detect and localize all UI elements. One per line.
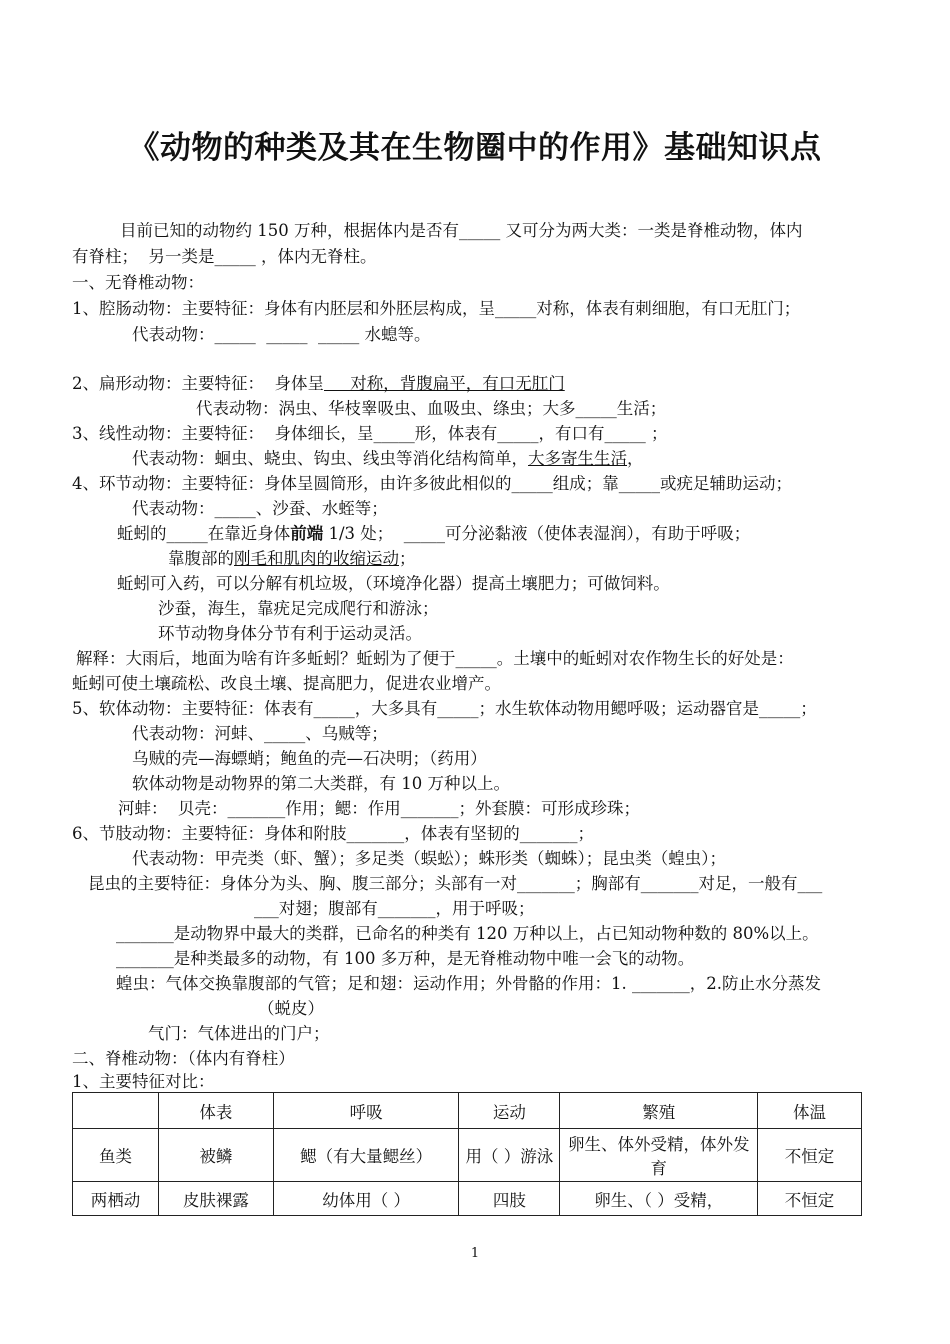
roundworm-examples-tail: ， bbox=[627, 449, 644, 468]
earthworm-organs bbox=[117, 522, 750, 546]
page-title: 《动物的种类及其在生物圈中的作用》基础知识点 bbox=[128, 130, 822, 166]
table-cell: 两栖动 bbox=[73, 1182, 159, 1216]
roundworm-features: 3、线性动物：主要特征： 身体细长，呈_____形，体表有_____，有口有_____ ； bbox=[72, 424, 668, 443]
vertebrate-comparison-table bbox=[72, 1092, 862, 1216]
arthropod-largest-group: _______是动物界中最大的类群，已命名的种类有 120 万种以上，占已知动物种数的 80%以上。 bbox=[116, 924, 819, 943]
mollusk-medicinal: 乌贼的壳—海螵蛸；鲍鱼的壳—石决明；（药用） bbox=[132, 749, 487, 768]
flatworm-features-underlined: 对称，背腹扁平，有口无肛门 bbox=[324, 374, 565, 393]
arthropod-features: 6、节肢动物：主要特征：身体和附肢_______，体表有坚韧的_______； bbox=[72, 824, 594, 843]
locust-molting: （蜕皮） bbox=[258, 999, 324, 1018]
arthropod-examples: 代表动物：甲壳类（虾、蟹）；多足类（蜈蚣）；蛛形类（蜘蛛）；昆虫类（蝗虫）； bbox=[132, 849, 726, 868]
earthworm-movement-b: ； bbox=[399, 549, 416, 568]
insect-most-species: _______是种类最多的动物，有 100 多万种，是无脊椎动物中唯一会飞的动物。 bbox=[116, 949, 695, 968]
table-cell: 四肢 bbox=[459, 1182, 560, 1216]
earthworm-movement-a: 靠腹部的 bbox=[168, 549, 234, 568]
sandworm-note: 沙蚕，海生，靠疣足完成爬行和游泳； bbox=[158, 599, 439, 618]
page-number: 1 bbox=[470, 1246, 480, 1261]
table-cell: 卵生、体外受精，体外发育 bbox=[560, 1129, 758, 1182]
table-cell: 被鳞 bbox=[158, 1129, 273, 1182]
annelid-explain-2: 蚯蚓可使土壤疏松、改良土壤、提高肥力，促进农业增产。 bbox=[72, 674, 501, 693]
flatworm-features bbox=[72, 372, 565, 396]
roundworm-examples-lead: 代表动物：蛔虫、蛲虫、钩虫、线虫等消化结构简单， bbox=[132, 449, 528, 468]
roundworm-examples bbox=[132, 447, 644, 471]
cnidaria-features: 1、腔肠动物：主要特征：身体有内胚层和外胚层构成，呈_____对称，体表有刺细胞，有口无肛门； bbox=[72, 299, 801, 318]
mussel-parts: 河蚌： 贝壳：_______作用；鳃：作用_______；外套膜：可形成珍珠； bbox=[118, 799, 640, 818]
cnidaria-examples: 代表动物：_____ _____ _____ 水螅等。 bbox=[132, 325, 431, 344]
mollusk-count: 软体动物是动物界的第二大类群，有 10 万种以上。 bbox=[132, 774, 510, 793]
roundworm-examples-underlined: 大多寄生生活 bbox=[528, 449, 627, 468]
insect-features-1: 昆虫的主要特征：身体分为头、胸、腹三部分；头部有一对_______；胸部有_______对足，一般有___ bbox=[88, 874, 823, 893]
mollusk-examples: 代表动物：河蚌、_____、乌贼等； bbox=[132, 724, 388, 743]
table-cell: 鳃（有大量鳃丝） bbox=[273, 1129, 459, 1182]
table-header-cell: 运动 bbox=[459, 1093, 560, 1129]
earthworm-organs-b: 1/3 处； _____可分泌黏液（使体表湿润），有助于呼吸； bbox=[323, 524, 751, 543]
table-header-cell: 体温 bbox=[758, 1093, 862, 1129]
insect-features-2: ___对翅；腹部有_______，用于呼吸； bbox=[254, 899, 535, 918]
spiracle-note: 气门：气体进出的门户； bbox=[148, 1024, 330, 1043]
table-header-cell bbox=[73, 1093, 159, 1129]
table-cell: 幼体用（ ） bbox=[273, 1182, 459, 1216]
flatworm-features-lead: 2、扁形动物：主要特征： 身体呈 bbox=[72, 374, 324, 393]
table-cell: 用（ ）游泳 bbox=[459, 1129, 560, 1182]
annelid-explain-1: 解释：大雨后，地面为啥有许多蚯蚓？蚯蚓为了便于_____。土壤中的蚯蚓对农作物生长的好处是： bbox=[76, 649, 794, 668]
section-heading-vertebrates: 二、脊椎动物：（体内有脊柱） bbox=[72, 1049, 295, 1068]
table-cell: 不恒定 bbox=[758, 1182, 862, 1216]
earthworm-organs-bold: 前端 bbox=[290, 524, 324, 543]
earthworm-organs-a: 蚯蚓的_____在靠近身体 bbox=[117, 524, 291, 543]
intro-line-1: 目前已知的动物约 150 万种，根据体内是否有_____ 又可分为两大类：一类是脊椎动物，体内 bbox=[120, 221, 803, 240]
annelid-examples: 代表动物：_____、沙蚕、水蛭等； bbox=[132, 499, 388, 518]
earthworm-uses: 蚯蚓可入药，可以分解有机垃圾，（环境净化器）提高土壤肥力；可做饲料。 bbox=[117, 574, 670, 593]
table-row bbox=[73, 1129, 862, 1182]
locust-features: 蝗虫：气体交换靠腹部的气管；足和翅：运动作用；外骨骼的作用：1. _______，2.防止水分蒸发 bbox=[116, 974, 821, 993]
annelid-features: 4、环节动物：主要特征：身体呈圆筒形，由许多彼此相似的_____组成；靠_____或疣足辅助运动； bbox=[72, 474, 792, 493]
table-cell: 卵生、（ ）受精， bbox=[560, 1182, 758, 1216]
table-header-cell: 体表 bbox=[158, 1093, 273, 1129]
table-header-cell: 繁殖 bbox=[560, 1093, 758, 1129]
intro-line-2: 有脊柱； 另一类是_____ ，体内无脊柱。 bbox=[72, 247, 377, 266]
table-cell: 不恒定 bbox=[758, 1129, 862, 1182]
flatworm-examples: 代表动物：涡虫、华枝睾吸虫、血吸虫、绦虫；大多_____生活； bbox=[196, 399, 667, 418]
table-row bbox=[73, 1182, 862, 1216]
table-cell: 鱼类 bbox=[73, 1129, 159, 1182]
table-header-row bbox=[73, 1093, 862, 1129]
section-heading-invertebrates: 一、无脊椎动物： bbox=[72, 273, 204, 292]
mollusk-features: 5、软体动物：主要特征：体表有_____，大多具有_____；水生软体动物用鳃呼吸；运动器官是_____； bbox=[72, 699, 817, 718]
annelid-segment-note: 环节动物身体分节有利于运动灵活。 bbox=[158, 624, 422, 643]
table-cell: 皮肤裸露 bbox=[158, 1182, 273, 1216]
earthworm-movement bbox=[168, 547, 416, 571]
table-header-cell: 呼吸 bbox=[273, 1093, 459, 1129]
earthworm-movement-underlined: 刚毛和肌肉的收缩运动 bbox=[234, 549, 399, 568]
comparison-heading: 1、主要特征对比： bbox=[72, 1072, 215, 1091]
